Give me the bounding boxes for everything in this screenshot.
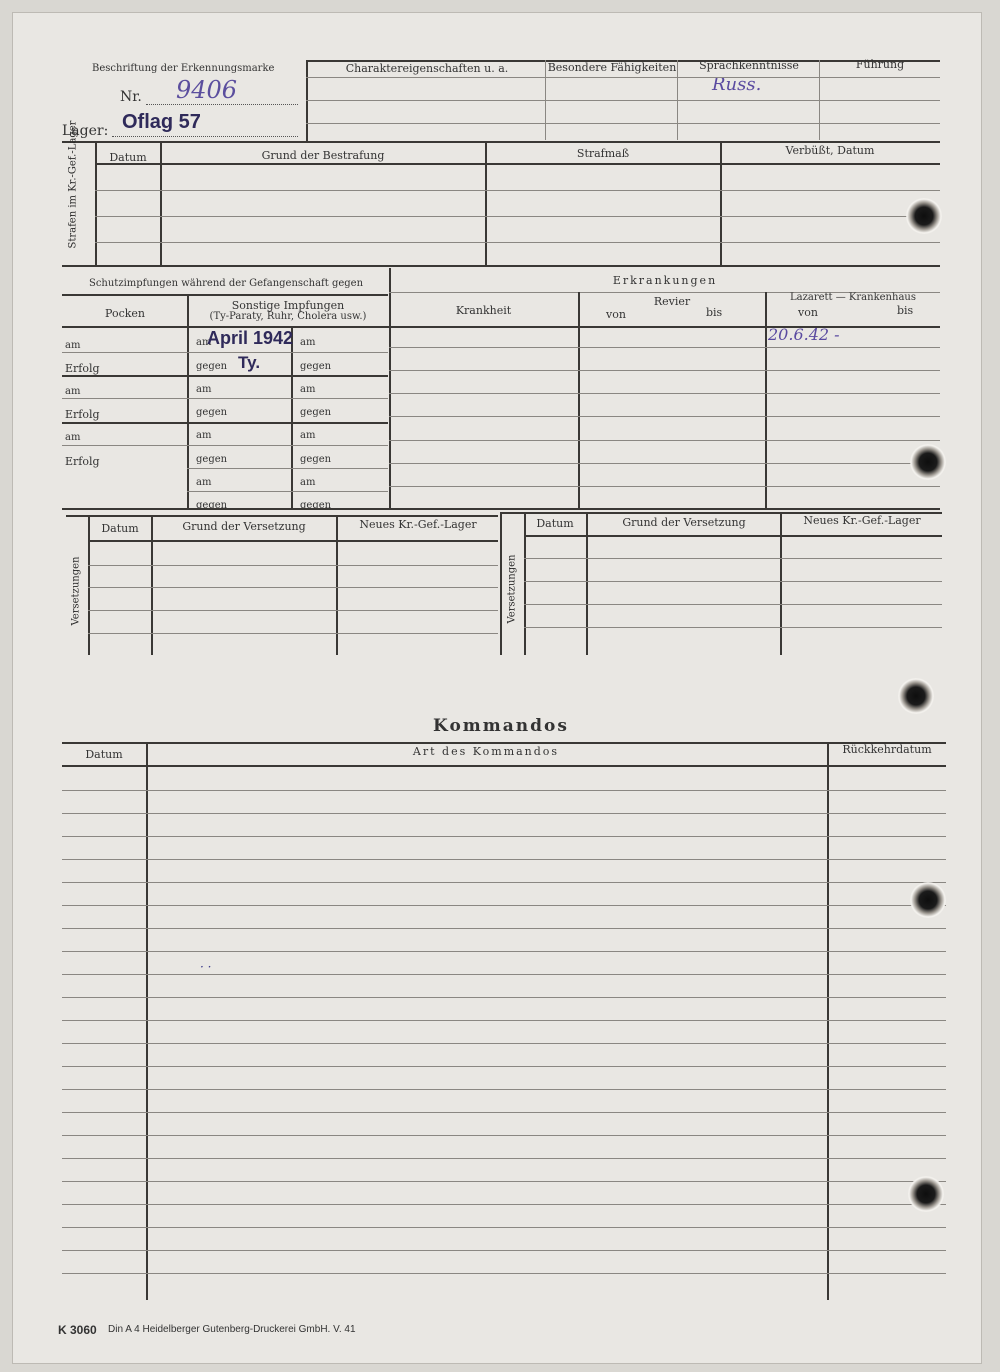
lazarett-von-value: 20.6.42 - <box>768 325 840 344</box>
kommandos-row-line <box>62 1112 946 1113</box>
strafen-divider <box>485 142 487 266</box>
sonst-gegen-3b: gegen <box>300 454 332 465</box>
sonst-am-3b: am <box>300 430 316 441</box>
pocken-erfolg-3: Erfolg <box>65 455 100 468</box>
nr-dotted-line <box>146 104 298 105</box>
versetz-divider <box>336 515 338 655</box>
pocken-erfolg-2: Erfolg <box>65 408 100 421</box>
punch-hole <box>908 1176 944 1212</box>
erkennungsmarke-label: Beschriftung der Erkennungsmarke <box>92 63 275 74</box>
pocken-erfolg-1: Erfolg <box>65 362 100 375</box>
versetz-divider <box>500 512 502 655</box>
lager-dotted-line <box>112 136 298 137</box>
impfung-stamp-type: Ty. <box>238 353 261 372</box>
lager-label: Lager: <box>62 123 109 139</box>
impf-row-line <box>62 375 388 377</box>
sonst-gegen-4a: gegen <box>196 500 228 511</box>
stray-ink-mark: · · <box>200 960 212 974</box>
versetz-divider <box>88 515 90 655</box>
versetz-row-line <box>88 610 498 611</box>
form-number: K 3060 <box>58 1323 97 1337</box>
pocken-am-3: am <box>65 432 81 443</box>
kommandos-divider <box>827 742 829 1300</box>
versetz-header-line <box>88 540 498 542</box>
charakter-label: Charaktereigenschaften u. a. <box>345 62 509 75</box>
kommandos-row-line <box>62 1135 946 1136</box>
impf-row-line <box>62 445 388 446</box>
kommandos-row-line <box>62 1043 946 1044</box>
kommandos-row-line <box>62 836 946 837</box>
impf-row-line <box>62 422 388 424</box>
impfung-divider <box>291 326 293 508</box>
section-line <box>62 508 940 510</box>
erkr-row-line <box>389 370 940 371</box>
versetz-header-line <box>524 535 942 537</box>
erkrankungen-title: Erkrankungen <box>612 274 718 287</box>
versetz-grund-left: Grund der Versetzung <box>182 520 306 533</box>
sonst-am-1b: am <box>300 337 316 348</box>
kommandos-row-line <box>62 1227 946 1228</box>
erkr-row-line <box>389 416 940 417</box>
strafen-strafmass-header: Strafmaß <box>576 147 630 160</box>
versetz-row-line <box>88 587 498 588</box>
lazarett-header: Lazarett — Krankenhaus <box>790 292 916 303</box>
versetz-row-line <box>524 558 942 559</box>
versetz-divider <box>780 512 782 655</box>
strafen-row-line <box>95 190 940 191</box>
versetz-row-line <box>88 565 498 566</box>
versetz-divider <box>524 512 526 655</box>
kommandos-row-line <box>62 859 946 860</box>
revier-von-label: von <box>606 308 626 321</box>
impfung-stamp-date: April 1942 <box>207 328 294 348</box>
versetzungen-side-label-left: Versetzungen <box>70 556 82 626</box>
pocken-am-1: am <box>65 340 81 351</box>
punch-hole <box>906 198 942 234</box>
kommandos-rueckkehr-header: Rückkehrdatum <box>842 743 932 756</box>
kommandos-datum-header: Datum <box>85 748 123 761</box>
fuehrung-label: Führung <box>855 58 905 71</box>
erkr-divider <box>578 292 580 508</box>
kommandos-row-line <box>62 1181 946 1182</box>
sonstige-header: Sonstige Impfungen <box>231 299 345 312</box>
erkr-divider <box>765 292 767 508</box>
kommandos-art-header: Art des Kommandos <box>412 745 560 758</box>
kommandos-row-line <box>62 951 946 952</box>
sonstige-subheader: (Ty-Paraty, Ruhr, Cholera usw.) <box>209 311 367 322</box>
impfungen-title: Schutzimpfungen während der Gefangenschaft gegen <box>88 278 364 289</box>
kommandos-row-line <box>62 1158 946 1159</box>
erkr-row-line <box>389 347 940 348</box>
section-line <box>62 141 940 143</box>
erkr-row-line <box>389 440 940 441</box>
nr-value: 9406 <box>176 76 238 104</box>
versetz-neues-right: Neues Kr.-Gef.-Lager <box>803 514 921 527</box>
strafen-datum-header: Datum <box>109 151 147 164</box>
versetz-row-line <box>524 581 942 582</box>
sonst-gegen-4b: gegen <box>300 500 332 511</box>
punch-hole <box>910 444 946 480</box>
versetz-datum-left: Datum <box>101 522 139 535</box>
erkr-row-line <box>389 463 940 464</box>
kommandos-row-line <box>62 1066 946 1067</box>
kommandos-row-line <box>62 905 946 906</box>
sonst-am-3a: am <box>196 430 212 441</box>
versetz-datum-right: Datum <box>536 517 574 530</box>
kommandos-header-line <box>62 765 946 767</box>
lazarett-von-label: von <box>798 306 818 319</box>
versetz-divider <box>586 512 588 655</box>
kommandos-row-line <box>62 1020 946 1021</box>
strafen-header-line <box>95 163 940 165</box>
krankheit-header: Krankheit <box>455 304 512 317</box>
form-imprint: Din A 4 Heidelberger Gutenberg-Druckerei GmbH. V. 41 <box>108 1324 356 1335</box>
erkr-row-line <box>389 393 940 394</box>
strafen-verbuesst-header: Verbüßt, Datum <box>785 144 875 157</box>
lazarett-bis-label: bis <box>897 304 914 317</box>
sprache-label: Sprachkenntnisse <box>699 59 799 72</box>
kommandos-row-line <box>62 1204 946 1205</box>
lager-value-stamp: Oflag 57 <box>122 111 201 133</box>
pocken-header: Pocken <box>105 307 145 320</box>
sonst-gegen-2a: gegen <box>196 407 228 418</box>
revier-header: Revier <box>653 295 691 308</box>
erkr-row-line <box>389 486 940 487</box>
strafen-row-line <box>95 242 940 243</box>
impf-row-line <box>187 468 388 469</box>
kommandos-row-line <box>62 790 946 791</box>
versetz-divider <box>151 515 153 655</box>
versetz-grund-right: Grund der Versetzung <box>622 516 746 529</box>
kommandos-row-line <box>62 928 946 929</box>
impf-row-line <box>62 352 388 353</box>
sonst-am-2b: am <box>300 384 316 395</box>
versetzungen-side-label-right: Versetzungen <box>506 554 518 624</box>
sonst-gegen-2b: gegen <box>300 407 332 418</box>
strafen-row-line <box>95 216 940 217</box>
kommandos-top-line <box>62 742 946 744</box>
impf-row-line <box>62 398 388 399</box>
sonst-am-2a: am <box>196 384 212 395</box>
strafen-side-label: Strafen im Kr.-Gef.-Lager <box>67 120 79 249</box>
kommandos-title: Kommandos <box>433 716 569 736</box>
sonst-gegen-3a: gegen <box>196 454 228 465</box>
sonst-am-4b: am <box>300 477 316 488</box>
kommandos-row-line <box>62 882 946 883</box>
kommandos-row-line <box>62 1089 946 1090</box>
form-sheet <box>12 12 982 1364</box>
revier-bis-label: bis <box>706 306 723 319</box>
sonst-am-1a: am <box>196 337 212 348</box>
header-line <box>306 100 940 101</box>
impf-row-line <box>187 491 388 492</box>
versetz-row-line <box>88 633 498 634</box>
sonst-am-4a: am <box>196 477 212 488</box>
impfung-line <box>62 294 388 296</box>
versetz-top-line <box>66 515 498 517</box>
strafen-grund-header: Grund der Bestrafung <box>261 149 385 162</box>
sprache-value: Russ. <box>712 74 762 95</box>
kommandos-row-line <box>62 974 946 975</box>
punch-hole <box>898 678 934 714</box>
section-line <box>62 265 940 267</box>
versetz-row-line <box>524 604 942 605</box>
faehigkeiten-label: Besondere Fähigkeiten <box>547 61 677 74</box>
strafen-divider <box>720 142 722 266</box>
header-line <box>306 123 940 124</box>
header-divider <box>306 60 308 142</box>
header-line <box>306 77 940 78</box>
pocken-am-2: am <box>65 386 81 397</box>
versetz-row-line <box>524 627 942 628</box>
sonst-gegen-1b: gegen <box>300 361 332 372</box>
versetz-neues-left: Neues Kr.-Gef.-Lager <box>359 518 477 531</box>
kommandos-divider <box>146 742 148 1300</box>
sonst-gegen-1a: gegen <box>196 361 228 372</box>
punch-hole <box>910 882 946 918</box>
kommandos-row-line <box>62 997 946 998</box>
nr-label: Nr. <box>120 89 142 105</box>
kommandos-row-line <box>62 1250 946 1251</box>
kommandos-row-line <box>62 813 946 814</box>
kommandos-row-line <box>62 1273 946 1274</box>
